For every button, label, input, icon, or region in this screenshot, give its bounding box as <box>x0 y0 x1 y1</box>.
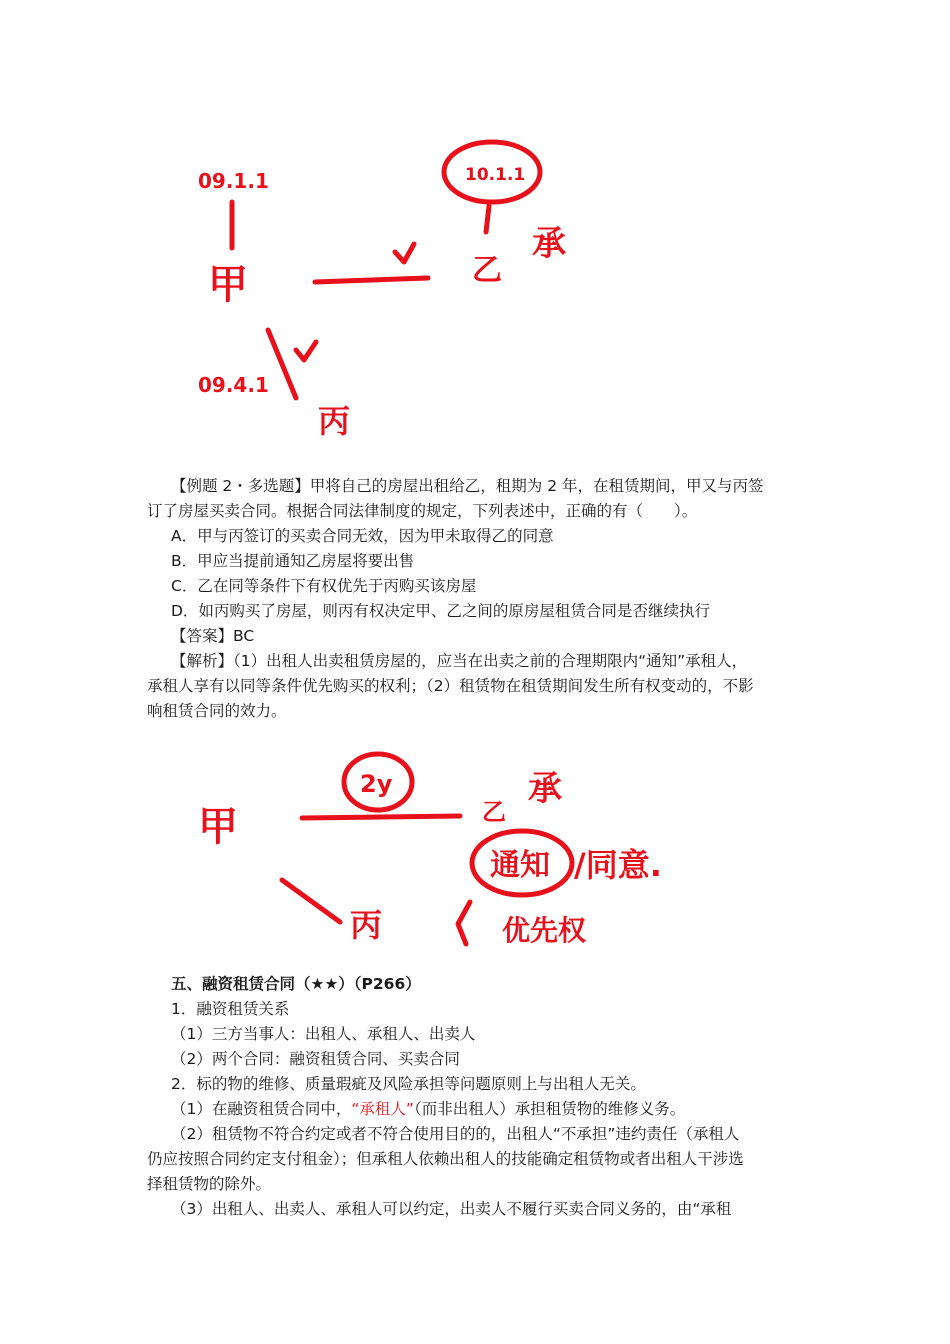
date-label-yi: 10.1.1 <box>465 165 526 185</box>
answer-line: 【答案】BC <box>171 627 255 645</box>
example-question-block <box>147 474 817 724</box>
option-c: C．乙在同等条件下有权优先于丙购买该房屋 <box>171 577 477 595</box>
handwritten-diagram-1 <box>0 120 950 450</box>
line-jia-bing-2 <box>282 880 340 922</box>
line-date-to-yi <box>486 206 489 232</box>
option-a: A．甲与丙签订的买卖合同无效，因为甲未取得乙的同意 <box>171 527 554 545</box>
analysis-line-2: 承租人享有以同等条件优先购买的权利；（2）租赁物在租赁期间发生所有权变动的，不影 <box>147 677 754 695</box>
bracket-mark <box>458 902 470 944</box>
item-1-2: （2）两个合同：融资租赁合同、买卖合同 <box>171 1050 460 1068</box>
priority-label: 优先权 <box>502 914 587 947</box>
analysis-line-1: 【解析】（1）出租人出卖租赁房屋的，应当在出卖之前的合理期限内“通知”承租人， <box>171 652 748 670</box>
term-label: 2y <box>360 770 393 798</box>
option-d: D．如丙购买了房屋，则丙有权决定甲、乙之间的原房屋租赁合同是否继续执行 <box>171 602 710 620</box>
party-jia: 甲 <box>208 262 248 308</box>
paragraph-1 <box>147 1097 817 1122</box>
date-label-jia: 09.1.1 <box>198 169 269 193</box>
party-jia-2: 甲 <box>198 804 238 850</box>
date-label-bing: 09.4.1 <box>198 373 269 397</box>
item-1-1: （1）三方当事人：出租人、承租人、出卖人 <box>171 1025 476 1043</box>
section-five-block <box>147 972 817 1222</box>
notice-label: 通知 <box>490 848 550 883</box>
question-line-2: 订了房屋买卖合同。根据合同法律制度的规定，下列表述中，正确的有（ ）。 <box>147 502 698 520</box>
paragraph-2-line-1: （2）租赁物不符合约定或者不符合使用目的的，出租人“不承担”违约责任（承租人 <box>171 1125 740 1143</box>
paragraph-3-line-1: （3）出租人、出卖人、承租人可以约定，出卖人不履行买卖合同义务的，由“承租 <box>171 1200 732 1218</box>
paragraph-1-highlight: “承租人” <box>351 1100 414 1118</box>
option-b: B．甲应当提前通知乙房屋将要出售 <box>171 552 415 570</box>
check-mark-1 <box>395 244 414 262</box>
handwritten-diagram-2 <box>0 740 950 960</box>
paragraph-1-pre: （1）在融资租赁合同中， <box>171 1100 352 1118</box>
section-title: 五、融资租赁合同（★★）（P266） <box>171 975 421 993</box>
question-line-1: 【例题 2・多选题】甲将自己的房屋出租给乙，租期为 2 年，在租赁期间，甲又与丙签 <box>171 477 764 495</box>
party-yi: 乙 <box>472 253 502 288</box>
item-1: 1．融资租赁关系 <box>171 1000 290 1018</box>
paragraph-2-line-2: 仍应按照合同约定支付租金）；但承租人依赖出租人的技能确定租赁物或者出租人干涉选 <box>147 1150 744 1168</box>
paragraph-1-post: （而非出租人）承担租赁物的维修义务。 <box>413 1100 686 1118</box>
label-cheng: 承 <box>532 224 566 264</box>
label-cheng-2: 承 <box>528 769 562 809</box>
analysis-line-3: 响租赁合同的效力。 <box>147 702 287 720</box>
line-jia-yi-2 <box>302 816 460 818</box>
check-mark-2 <box>296 342 316 360</box>
party-yi-2: 乙 <box>482 798 506 826</box>
line-jia-yi <box>315 278 428 282</box>
paragraph-2-line-3: 择租赁物的除外。 <box>147 1175 272 1193</box>
item-2: 2．标的物的维修、质量瑕疵及风险承担等问题原则上与出租人无关。 <box>171 1075 646 1093</box>
line-jia-bing <box>268 330 296 398</box>
party-bing: 丙 <box>318 402 351 440</box>
consent-label: /同意. <box>574 846 662 884</box>
party-bing-2: 丙 <box>350 906 383 944</box>
